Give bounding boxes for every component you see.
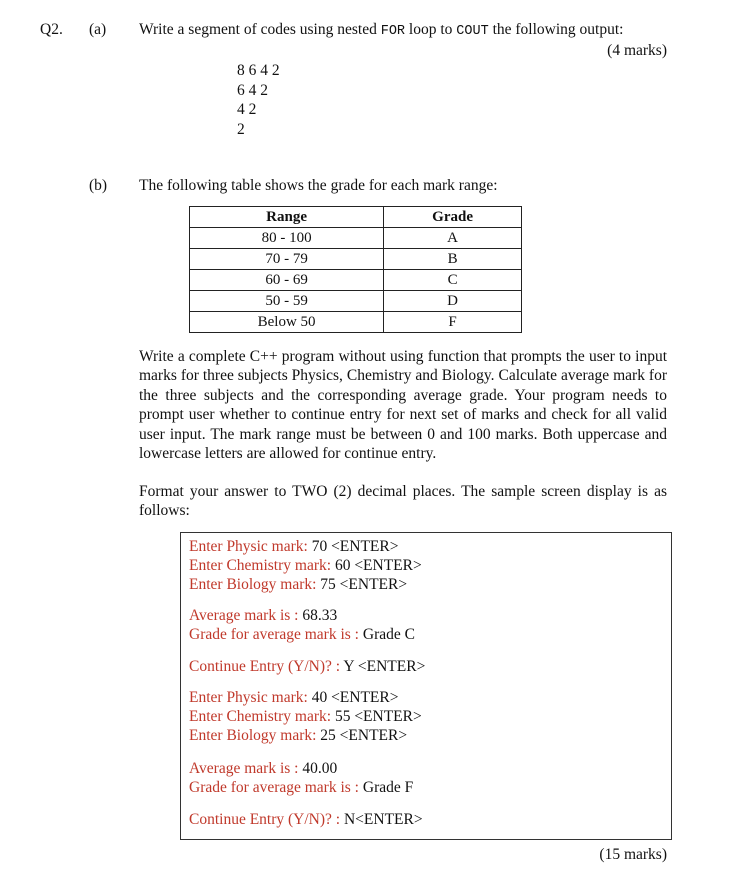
screen-line — [189, 625, 415, 644]
pattern-line: 8 6 4 2 — [237, 62, 280, 79]
screen-line — [189, 606, 337, 625]
screen-output: 68.33 — [302, 607, 338, 624]
sample-screen-display — [180, 532, 672, 840]
column-header-range: Range — [190, 207, 384, 228]
screen-line — [189, 759, 337, 778]
grade-cell: C — [384, 270, 522, 291]
code-for: FOR — [380, 24, 406, 39]
grade-table — [189, 206, 522, 333]
screen-line — [189, 778, 413, 797]
screen-input: 55 <ENTER> — [334, 708, 422, 725]
screen-prompt: Continue Entry (Y/N)? : — [189, 658, 344, 675]
pattern-line: 6 4 2 — [237, 81, 268, 99]
range-cell: Below 50 — [190, 312, 384, 333]
code-cout: COUT — [456, 24, 489, 39]
part-b-label: (b) — [89, 177, 108, 194]
output-pattern — [237, 61, 280, 139]
pattern-line: 4 2 — [237, 101, 257, 118]
screen-prompt: Enter Chemistry mark: — [189, 557, 335, 574]
table-header-row — [190, 207, 522, 228]
range-cell: 60 - 69 — [190, 270, 384, 291]
part-a-marks: (4 marks) — [607, 42, 667, 59]
question-number: Q2. — [40, 21, 63, 38]
grade-cell: A — [384, 228, 522, 249]
screen-input: 60 <ENTER> — [334, 557, 422, 574]
screen-input: N<ENTER> — [343, 811, 423, 828]
table-row — [190, 270, 522, 291]
screen-prompt: Average mark is : — [189, 760, 303, 777]
screen-prompt: Grade for average mark is : — [189, 779, 363, 796]
grade-cell: F — [384, 312, 522, 333]
range-cell: 70 - 79 — [190, 249, 384, 270]
table-row — [190, 312, 522, 333]
table-row — [190, 249, 522, 270]
screen-prompt: Enter Biology mark: — [189, 576, 321, 593]
screen-line — [189, 556, 422, 575]
screen-line — [189, 810, 423, 829]
screen-prompt: Enter Chemistry mark: — [189, 708, 335, 725]
screen-prompt: Enter Physic mark: — [189, 538, 312, 555]
screen-line — [189, 575, 407, 594]
screen-line — [189, 537, 398, 556]
column-header-grade: Grade — [384, 207, 522, 228]
screen-line — [189, 707, 422, 726]
screen-line — [189, 657, 425, 676]
screen-output: 40.00 — [302, 760, 338, 777]
pattern-line: 2 — [237, 120, 245, 138]
screen-prompt: Enter Physic mark: — [189, 689, 312, 706]
screen-prompt: Average mark is : — [189, 607, 303, 624]
format-instructions: Format your answer to TWO (2) decimal places. The sample screen display is as follows: — [139, 483, 667, 520]
screen-input: 75 <ENTER> — [320, 576, 408, 593]
part-b-marks: (15 marks) — [599, 846, 667, 863]
part-b-intro: The following table shows the grade for each mark range: — [139, 177, 498, 194]
screen-prompt: Continue Entry (Y/N)? : — [189, 811, 344, 828]
screen-prompt: Grade for average mark is : — [189, 626, 363, 643]
screen-input: 40 <ENTER> — [311, 689, 399, 706]
screen-line — [189, 688, 398, 707]
screen-output: Grade F — [362, 779, 414, 796]
screen-prompt: Enter Biology mark: — [189, 727, 321, 744]
part-a-question — [139, 20, 669, 41]
screen-input: 25 <ENTER> — [320, 727, 408, 744]
part-a-label: (a) — [89, 21, 107, 38]
screen-output: Grade C — [362, 626, 415, 643]
grade-cell: D — [384, 291, 522, 312]
screen-line — [189, 726, 407, 745]
screen-input: Y <ENTER> — [343, 658, 426, 675]
grade-cell: B — [384, 249, 522, 270]
range-cell: 50 - 59 — [190, 291, 384, 312]
part-a-text-1: Write a segment of codes using nested — [139, 21, 381, 38]
part-a-text-2: loop to — [405, 21, 457, 38]
program-requirements: Write a complete C++ program without using function that prompts the user to input marks for three subjects Physics, Chemistry and Biology. Calculate average mark for the three subjects and the corresponding average grade. Your program needs to prompt user whether to continue entry for next set of marks and check for all valid user input. The mark range must be between 0 and 100 marks. Both uppercase and lowercase letters are allowed for continue entry. — [139, 348, 667, 463]
range-cell: 80 - 100 — [190, 228, 384, 249]
table-row — [190, 228, 522, 249]
screen-input: 70 <ENTER> — [311, 538, 399, 555]
part-a-text-3: the following output: — [488, 21, 624, 38]
table-row — [190, 291, 522, 312]
